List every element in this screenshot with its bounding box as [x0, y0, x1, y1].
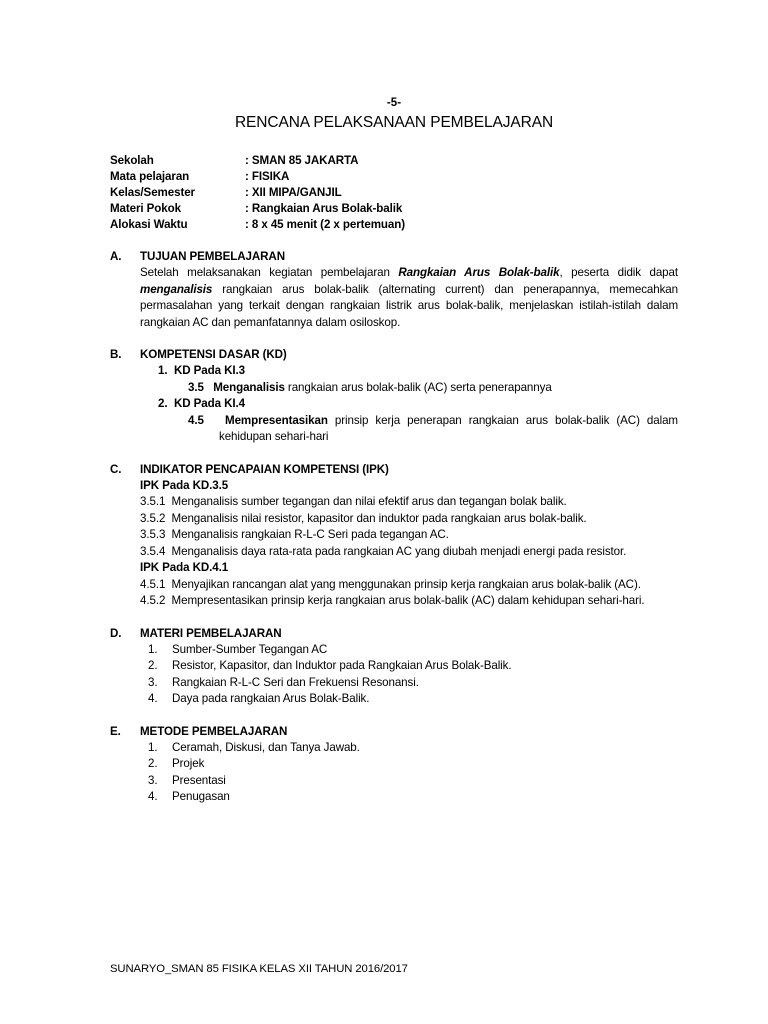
section-title: TUJUAN PEMBELAJARAN	[140, 250, 285, 263]
list-item	[140, 527, 678, 544]
section-letter: C.	[110, 462, 122, 476]
meta-value-sekolah: : SMAN 85 JAKARTA	[245, 154, 359, 167]
list-item-number: 1.	[148, 740, 158, 754]
list-item	[148, 756, 678, 773]
section-kompetensi-dasar	[110, 347, 678, 446]
meta-key-mata-pelajaran: Mata pelajaran	[110, 170, 190, 183]
list-item	[140, 544, 678, 561]
para-text-3: rangkaian arus bolak-balik (alternating current) dan penerapannya, memecahkan permasalahan yang terkait dengan rangkaian listrik arus bolak-balik, menjelaskan istilah-istilah dalam rangkaian AC dan pemanfatannya dalam osiloskop.	[140, 282, 678, 329]
list-item	[148, 658, 678, 675]
page-number: -5-	[386, 97, 402, 109]
list-item-label: Sumber-Sumber Tegangan AC	[172, 642, 328, 656]
ipk-code: 4.5.1	[140, 577, 166, 591]
table-row	[110, 169, 405, 185]
kd-lead: Mempresentasikan	[225, 413, 328, 427]
section-materi-pembelajaran	[110, 626, 678, 708]
ipk-text: Menganalisis nilai resistor, kapasitor dan induktor pada rangkaian arus bolak-balik.	[171, 511, 587, 525]
para-emphasis-1: Rangkaian Arus Bolak-balik	[398, 266, 560, 279]
list-item-number: 2.	[148, 659, 158, 672]
kd-group-ki4	[140, 396, 678, 446]
section-heading	[110, 626, 678, 642]
ipk-code: 3.5.4	[140, 544, 166, 558]
meta-key-alokasi-waktu: Alokasi Waktu	[110, 218, 188, 231]
page-title: RENCANA PELAKSANAAN PEMBELAJARAN	[234, 114, 554, 131]
list-item-label: Penugasan	[172, 790, 230, 803]
list-item	[148, 642, 678, 659]
materi-list	[148, 642, 678, 708]
kd-entry	[188, 380, 678, 397]
ipk-code: 3.5.1	[140, 495, 166, 508]
list-item-label: Daya pada rangkaian Arus Bolak-Balik.	[172, 692, 370, 705]
list-item-label: Ceramah, Diskusi, dan Tanya Jawab.	[172, 740, 360, 754]
section-metode-pembelajaran	[110, 724, 678, 806]
kd-lead: Menganalisis	[213, 380, 285, 394]
section-tujuan-pembelajaran	[110, 249, 678, 331]
list-item	[140, 494, 678, 511]
ipk-group-heading: IPK Pada KD.4.1	[140, 561, 229, 574]
section-letter: A.	[110, 250, 122, 263]
list-item	[140, 577, 678, 594]
list-item-label: Rangkaian R-L-C Seri dan Frekuensi Resonansi.	[172, 675, 419, 689]
ipk-code: 4.5.2	[140, 594, 166, 607]
ipk-group-heading: IPK Pada KD.3.5	[140, 478, 229, 492]
section-heading	[110, 249, 678, 265]
ipk-code: 3.5.3	[140, 528, 166, 541]
list-item-number: 1.	[148, 642, 158, 656]
kd-text: rangkaian arus bolak-balik (AC) serta penerapannya	[284, 380, 552, 394]
table-row	[110, 153, 405, 169]
list-item-number: 3.	[148, 773, 158, 787]
list-item-label: Resistor, Kapasitor, dan Induktor pada Rangkaian Arus Bolak-Balik.	[172, 659, 512, 672]
meta-value-materi-pokok: : Rangkaian Arus Bolak-balik	[245, 202, 403, 215]
list-item	[148, 691, 678, 708]
meta-key-sekolah: Sekolah	[110, 154, 154, 167]
metode-list	[148, 740, 678, 806]
kd-group-heading	[158, 363, 678, 380]
section-title: METODE PEMBELAJARAN	[140, 724, 288, 738]
section-heading	[110, 347, 678, 363]
meta-value-mata-pelajaran: : FISIKA	[245, 170, 290, 183]
ipk-text: Menganalisis sumber tegangan dan nilai efektif arus dan tegangan bolak balik.	[171, 495, 567, 508]
kd-entry	[188, 413, 678, 446]
section-letter: E.	[110, 724, 121, 738]
ipk-text: Menganalisis rangkaian R-L-C Seri pada tegangan AC.	[171, 528, 449, 541]
list-item-number: 4.	[148, 790, 158, 803]
document-metadata-table	[110, 153, 405, 233]
table-row	[110, 217, 405, 233]
meta-value-kelas-semester: : XII MIPA/GANJIL	[245, 186, 342, 199]
list-item-label: Presentasi	[172, 773, 226, 787]
section-title: KOMPETENSI DASAR (KD)	[140, 348, 287, 361]
kd-code: 4.5	[188, 413, 204, 427]
table-row	[110, 185, 405, 201]
kd-group-heading	[158, 396, 678, 413]
para-emphasis-2: menganalisis	[140, 282, 213, 296]
list-item	[148, 740, 678, 757]
list-item	[140, 511, 678, 528]
page-footer: SUNARYO_SMAN 85 FISIKA KELAS XII TAHUN 2016/2017	[110, 963, 408, 975]
document-content	[110, 96, 678, 806]
list-item-number: 4.	[148, 692, 158, 705]
meta-key-kelas-semester: Kelas/Semester	[110, 186, 195, 199]
ipk-group-kd35	[140, 478, 678, 561]
section-title: INDIKATOR PENCAPAIAN KOMPETENSI (IPK)	[140, 462, 389, 476]
table-row	[110, 201, 405, 217]
list-item	[148, 789, 678, 806]
kd-text: prinsip kerja penerapan rangkaian arus bolak-balik (AC) dalam kehidupan sehari-hari	[219, 413, 678, 443]
para-text-2: , peserta didik dapat	[559, 266, 678, 279]
section-heading	[110, 724, 678, 740]
ipk-text: Menyajikan rancangan alat yang menggunakan prinsip kerja rangkaian arus bolak-balik (AC).	[171, 577, 641, 591]
list-item	[148, 773, 678, 790]
kd-group-number: 1.	[158, 364, 168, 377]
meta-key-materi-pokok: Materi Pokok	[110, 202, 181, 215]
ipk-code: 3.5.2	[140, 511, 166, 525]
section-indikator-pencapaian	[110, 462, 678, 610]
ipk-group-kd41	[140, 560, 678, 610]
section-heading	[110, 462, 678, 478]
kd-list	[140, 363, 678, 446]
list-item-number: 2.	[148, 757, 158, 770]
kd-code: 3.5	[188, 380, 204, 394]
ipk-text: Mempresentasikan prinsip kerja rangkaian arus bolak-balik (AC) dalam kehidupan sehari-hari.	[171, 594, 645, 607]
list-item	[140, 593, 678, 610]
list-item	[148, 675, 678, 692]
para-text-1: Setelah melaksanakan kegiatan pembelajaran	[140, 266, 399, 279]
ipk-text: Menganalisis daya rata-rata pada rangkaian AC yang diubah menjadi energi pada resistor.	[171, 544, 627, 558]
list-item-label: Projek	[172, 757, 205, 770]
kd-group-label: KD Pada KI.4	[174, 397, 245, 410]
list-item-number: 3.	[148, 675, 158, 689]
section-title: MATERI PEMBELAJARAN	[140, 626, 282, 640]
kd-group-ki3	[140, 363, 678, 396]
kd-group-label: KD Pada KI.3	[174, 364, 245, 377]
section-a-paragraph	[140, 265, 678, 331]
section-letter: B.	[110, 348, 122, 361]
kd-group-number: 2.	[158, 397, 168, 410]
meta-value-alokasi-waktu: : 8 x 45 menit (2 x pertemuan)	[245, 218, 406, 231]
section-letter: D.	[110, 626, 122, 640]
